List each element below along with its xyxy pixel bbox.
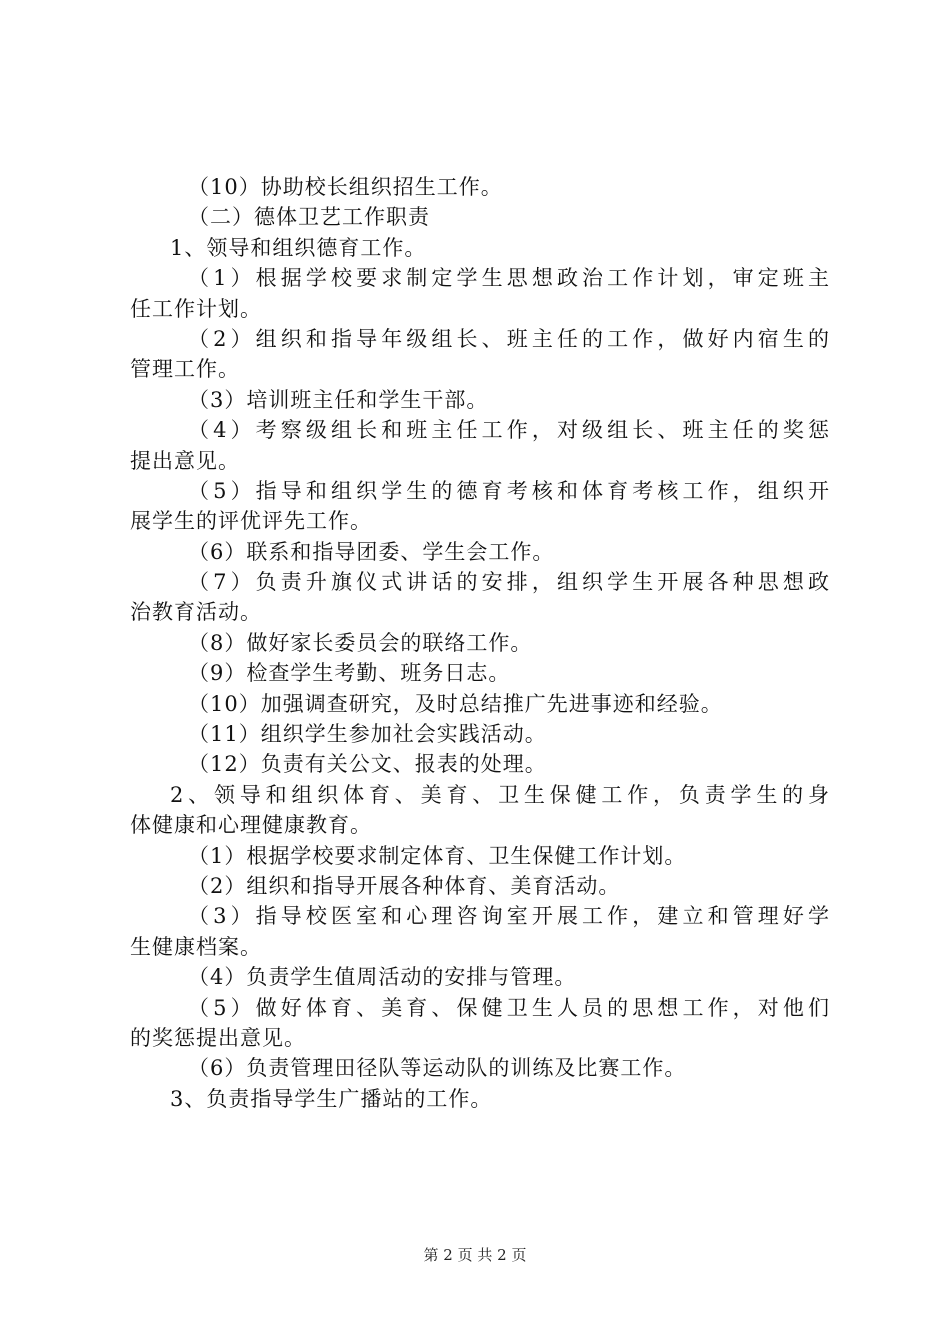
text-line: 展学生的评优评先工作。 [130, 509, 372, 534]
text-line: （二）德体卫艺工作职责 [188, 205, 430, 230]
text-line: （10）协助校长组织招生工作。 [188, 175, 503, 199]
text-line: （1）根据学校要求制定体育、卫生保健工作计划。 [188, 843, 687, 868]
text-line: （4）负责学生值周活动的安排与管理。 [188, 965, 577, 990]
text-line: 管理工作。 [130, 357, 240, 382]
text-line: （9）检查学生考勤、班务日志。 [188, 661, 511, 686]
text-line: （7）负责升旗仪式讲话的安排，组织学生开展各种思想政 [188, 570, 830, 595]
text-line: （5）指导和组织学生的德育考核和体育考核工作，组织开 [188, 478, 830, 503]
text-line: （5）做好体育、美育、保健卫生人员的思想工作，对他们 [188, 995, 830, 1020]
text-line: （4）考察级组长和班主任工作，对级组长、班主任的奖惩 [188, 418, 830, 443]
text-line: 生健康档案。 [130, 934, 262, 959]
text-line: （1）根据学校要求制定学生思想政治工作计划，审定班主 [188, 266, 830, 291]
text-line: 1、领导和组织德育工作。 [170, 235, 427, 260]
text-line: （2）组织和指导年级组长、班主任的工作，做好内宿生的 [188, 326, 830, 351]
text-line: 任工作计划。 [130, 296, 262, 321]
document-body [130, 172, 830, 1114]
text-line: 3、负责指导学生广播站的工作。 [170, 1086, 493, 1111]
text-line: 提出意见。 [130, 448, 240, 473]
text-line: 体健康和心理健康教育。 [130, 813, 372, 838]
text-line: （8）做好家长委员会的联络工作。 [188, 630, 533, 655]
page-footer: 第 2 页 共 2 页 [423, 1246, 527, 1264]
text-line: （11）组织学生参加社会实践活动。 [188, 722, 547, 747]
text-line: （6）负责管理田径队等运动队的训练及比赛工作。 [188, 1056, 687, 1081]
text-line: 的奖惩提出意见。 [130, 1025, 306, 1050]
text-line: （2）组织和指导开展各种体育、美育活动。 [188, 873, 621, 898]
text-line: （6）联系和指导团委、学生会工作。 [188, 539, 555, 564]
text-line: （3）指导校医室和心理咨询室开展工作，建立和管理好学 [188, 904, 830, 929]
text-line: （12）负责有关公文、报表的处理。 [188, 752, 547, 777]
text-line: 治教育活动。 [130, 600, 262, 625]
text-line: 2、领导和组织体育、美育、卫生保健工作，负责学生的身 [170, 782, 830, 807]
text-line: （10）加强调查研究，及时总结推广先进事迹和经验。 [188, 691, 723, 716]
text-line: （3）培训班主任和学生干部。 [188, 387, 489, 412]
